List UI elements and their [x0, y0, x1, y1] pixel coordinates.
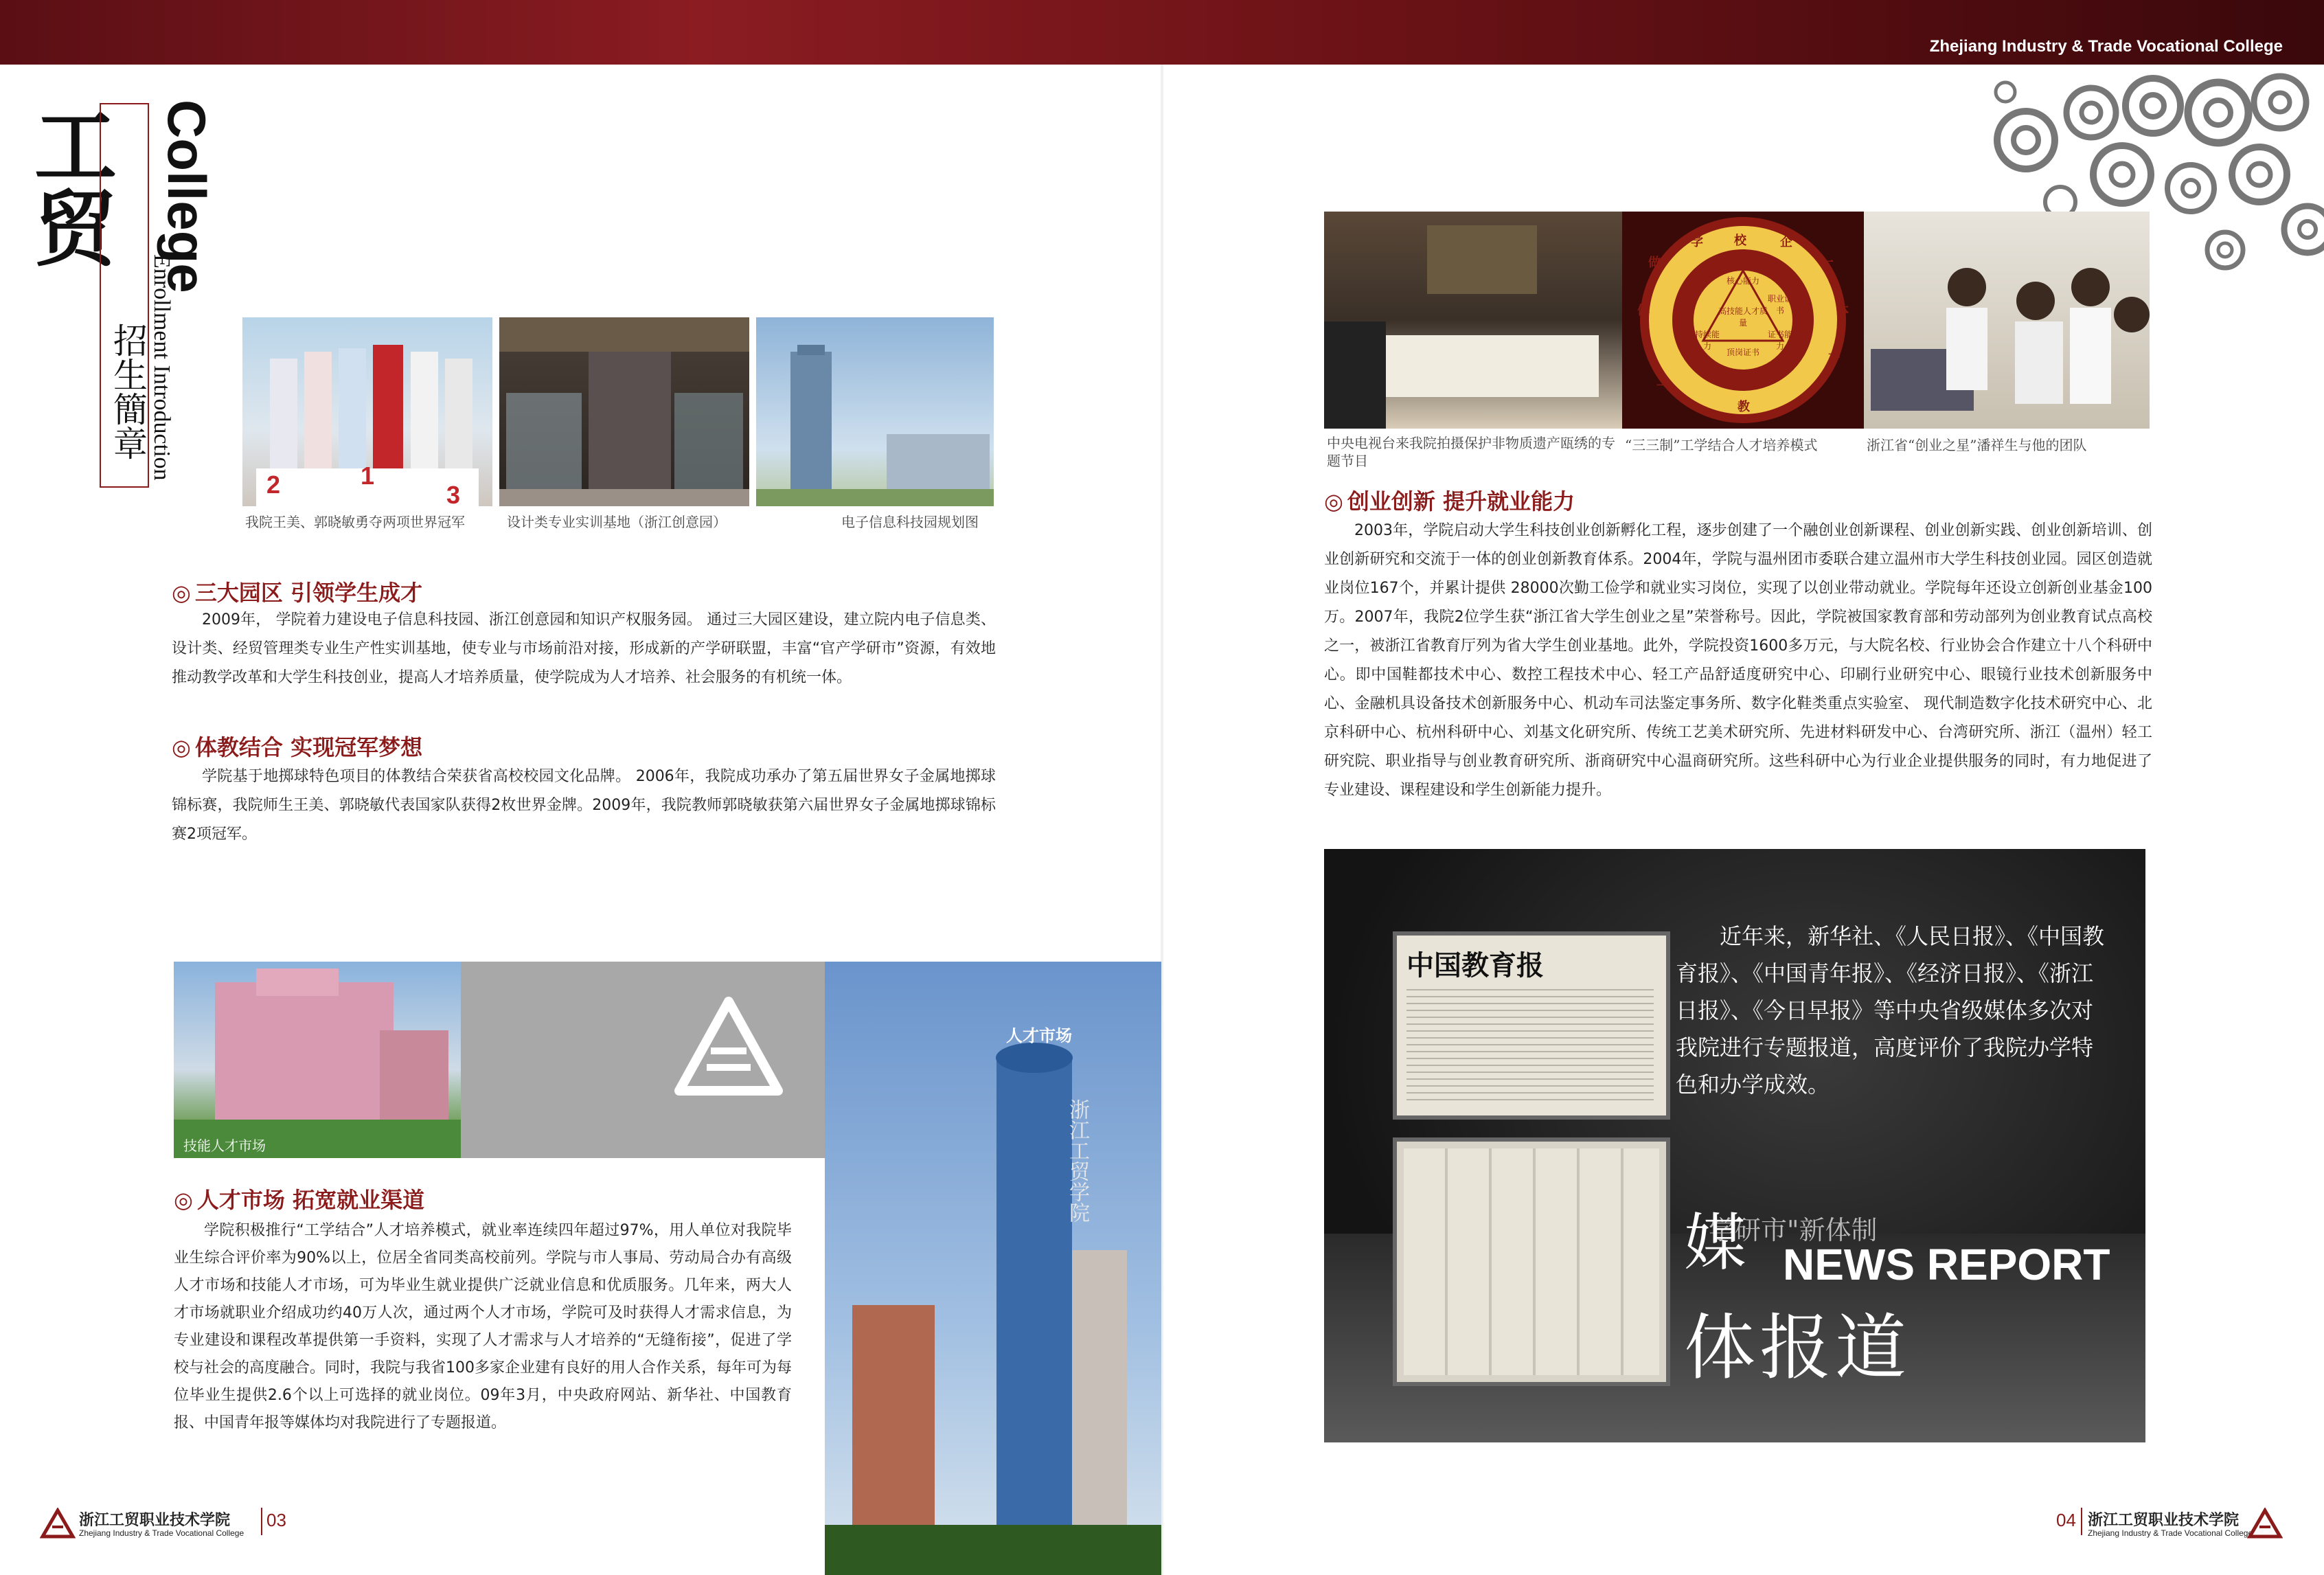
- page-number-left: 03: [266, 1510, 286, 1530]
- tower-sign: 人才市场: [1006, 1026, 1072, 1045]
- cover-title-en: College: [157, 100, 217, 293]
- caption-tech-park: 电子信息科技园规划图: [841, 514, 979, 530]
- section-heading-parks: ◎ 三大园区 引领学生成才: [172, 580, 423, 606]
- caption-sansanzhi: “三三制”工学结合人才培养模式: [1625, 437, 1818, 453]
- newspaper-collage: [1404, 1148, 1659, 1375]
- logo-panel: [461, 962, 825, 1158]
- caption-startup: 浙江省“创业之星”潘祥生与他的团队: [1867, 437, 2087, 453]
- section-heading-talent-market: ◎ 人才市场 拓宽就业渠道: [174, 1187, 425, 1213]
- footer-divider-left: [261, 1508, 262, 1535]
- market-photo-label: 技能人才市场: [183, 1137, 266, 1154]
- podium-1: 1: [361, 462, 375, 490]
- caption-design-base: 设计类专业实训基地（浙江创意园）: [507, 514, 727, 530]
- news-title-en: NEWS REPORT: [1783, 1240, 2110, 1289]
- photo-startup-team: [1864, 212, 2150, 429]
- section-body-parks: 2009年， 学院着力建设电子信息科技园、浙江创意园和知识产权服务园。 通过三大园区建设，建立院内电子信息类、设计类、经贸管理类专业生产性实训基地，使专业与市场前沿对接，形成新的产学研联盟，丰富“官产学研市”资源，有效地推动教学改革和大学生科技创业，提高人才培养质量，使学院成为人才培养、社会服务的有机统一体。: [172, 611, 996, 686]
- section-heading-sports: ◎ 体教结合 实现冠军梦想: [172, 734, 423, 760]
- photo-talent-market-building: [174, 962, 461, 1158]
- diagram-outer-7: 一: [1656, 379, 1669, 394]
- news-report-panel: [1324, 849, 2145, 1442]
- diagram-outer-4: 体: [1836, 304, 1849, 318]
- news-report-text: 近年来，新华社、《人民日报》、《中国教育报》、《中国青年报》、《经济日报》、《浙江日报》、《今日早报》等中央省级媒体多次对我院进行专题报道，高度评价了我院办学特色和办学成效。: [1676, 923, 2105, 1098]
- diagram-outer-10: 学: [1691, 235, 1703, 249]
- diagram-outer-5: 产: [1828, 352, 1841, 366]
- section-body-sports: 学院基于地掷球特色项目的体教结合荣获省高校校园文化品牌。 2006年，我院成功承办了第五届世界女子金属地掷球锦标赛，我院师生王美、郭晓敏代表国家队获得2枚世界金牌。2009年，我院教师郭晓敏获第六届世界女子金属地掷球锦标赛2项冠军。: [172, 768, 996, 843]
- caption-champions: 我院王美、郭晓敏勇夺两项世界冠军: [245, 514, 465, 530]
- diagram-inner-5: 高技能人才质量: [1718, 306, 1768, 328]
- diagram-inner-3: 证书能力: [1767, 330, 1792, 351]
- footer-logo-icon-right: [2247, 1508, 2283, 1539]
- diagram-outer-3: 一: [1821, 256, 1834, 270]
- photo-sansanzhi-diagram: [1622, 212, 1864, 429]
- diagram-outer-2: 企: [1780, 235, 1792, 249]
- newspaper-clip-1: [1393, 931, 1670, 1120]
- diagram-outer-6: 教: [1738, 400, 1750, 414]
- diagram-outer-9: 做: [1648, 256, 1661, 270]
- news-title-cn-2: 体报道: [1684, 1306, 1911, 1390]
- footer-logo-cn-left: 浙江工贸职业技术学院: [79, 1511, 231, 1529]
- diagram-outer-1: 校: [1734, 234, 1746, 248]
- newspaper-title: 中国教育报: [1406, 949, 1544, 982]
- footer-logo-en-right: Zhejiang Industry & Trade Vocational College: [2088, 1528, 2253, 1538]
- page-number-right: 04: [2056, 1510, 2076, 1530]
- caption-cctv: 中央电视台来我院拍摄保护非物质遗产瓯绣的专题节目: [1327, 435, 1615, 469]
- diagram-inner-6: 顶岗证书: [1726, 348, 1759, 357]
- cover-calligraphy: 工贸: [21, 103, 117, 268]
- footer-divider-right: [2081, 1508, 2082, 1535]
- footer-logo-en-left: Zhejiang Industry & Trade Vocational College: [79, 1528, 244, 1538]
- college-logo-icon: [674, 996, 784, 1099]
- diagram-inner-1: 核心能力: [1726, 276, 1759, 286]
- podium-2: 2: [266, 471, 281, 499]
- footer-logo-cn-right: 浙江工贸职业技术学院: [2088, 1511, 2240, 1529]
- tower-vertical-text: 浙江工贸学院: [1065, 1099, 1089, 1223]
- newspaper-text-lines: [1406, 984, 1654, 1104]
- photo-design-base: [499, 317, 749, 506]
- footer-logo-icon-left: [40, 1508, 76, 1539]
- cover-title-cn: 招生簡章: [108, 323, 148, 460]
- bg-newspaper-headline: 学研市"新体制: [1709, 1215, 1878, 1245]
- news-title-cn-1: 媒: [1684, 1207, 1746, 1279]
- section-body-talent-market: 学院积极推行“工学结合”人才培养模式，就业率连续四年超过97%，用人单位对我院毕业生综合评价率为90%以上，位居全省同类高校前列。学院与市人事局、劳动局合办有高级人才市场和技能人才市场，可为毕业生就业提供广泛就业信息和优质服务。几年来，两大人才市场就职业介绍成功约40万人次，通过两个人才市场，学院可及时获得人才需求信息，为专业建设和课程改革提供第一手资料，实现了人才需求与人才培养的“无缝衔接”，促进了学校与社会的高度融合。同时，我院与我省100多家企业建有良好的用人合作关系，每年可为每位毕业生提供2.6个以上可选择的就业岗位。09年3月，中央政府网站、新华社、中国教育报、中国青年报等媒体均对我院进行了专题报道。: [174, 1222, 792, 1431]
- photo-talent-tower: [825, 962, 1161, 1575]
- photo-cctv-filming: [1324, 212, 1622, 429]
- podium-3: 3: [446, 481, 461, 509]
- diagram-inner-2: 职业证书: [1767, 294, 1792, 315]
- diagram-inner-4: 持续能力: [1694, 330, 1720, 351]
- section-heading-innovation: ◎ 创业创新 提升就业能力: [1324, 488, 1575, 514]
- section-body-innovation: 2003年，学院启动大学生科技创业创新孵化工程，逐步创建了一个融创业创新课程、创业创新实践、创业创新培训、创业创新研究和交流于一体的创业创新教育体系。2004年，学院与温州团市委联合建立温州市大学生科技创业园。园区创造就业岗位167个，并累计提供 28000次勤工俭学和就业实习岗位，实现了以创业带动就业。学院每年还设立创新创业基金100万。2007年，我院2位学生获“浙江省大学生创业之星”荣誉称号。因此，学院被国家教育部和劳动部列为创业教育试点高校之一，被浙江省教育厅列为省大学生创业基地。此外，学院投资1600多万元，与大院名校、行业协会合作建立十八个科研中心。即中国鞋都技术中心、数控工程技术中心、轻工产品舒适度研究中心、印刷行业研究中心、眼镜行业技术创新服务中心、金融机具设备技术创新服务中心、机动车司法鉴定事务所、数字化鞋类重点实验室、 现代制造数字化技术研究中心、北京科研中心、杭州科研中心、刘基文化研究所、传统工艺美术研究所、先进材料研发中心、台湾研究所、浙江（温州）轻工研究院、职业指导与创业教育研究所、浙商研究中心温商研究所。这些科研中心为行业企业提供服务的同时，有力地促进了专业建设、课程建设和学生创新能力提升。: [1324, 522, 2152, 799]
- diagram-outer-8: 体: [1637, 304, 1650, 318]
- newspaper-clip-2: [1393, 1137, 1670, 1386]
- photo-tech-park: [756, 317, 994, 506]
- cover-subtitle-en: Enrollment Introduction: [149, 254, 174, 481]
- header-title: Zhejiang Industry & Trade Vocational College: [1929, 37, 2283, 56]
